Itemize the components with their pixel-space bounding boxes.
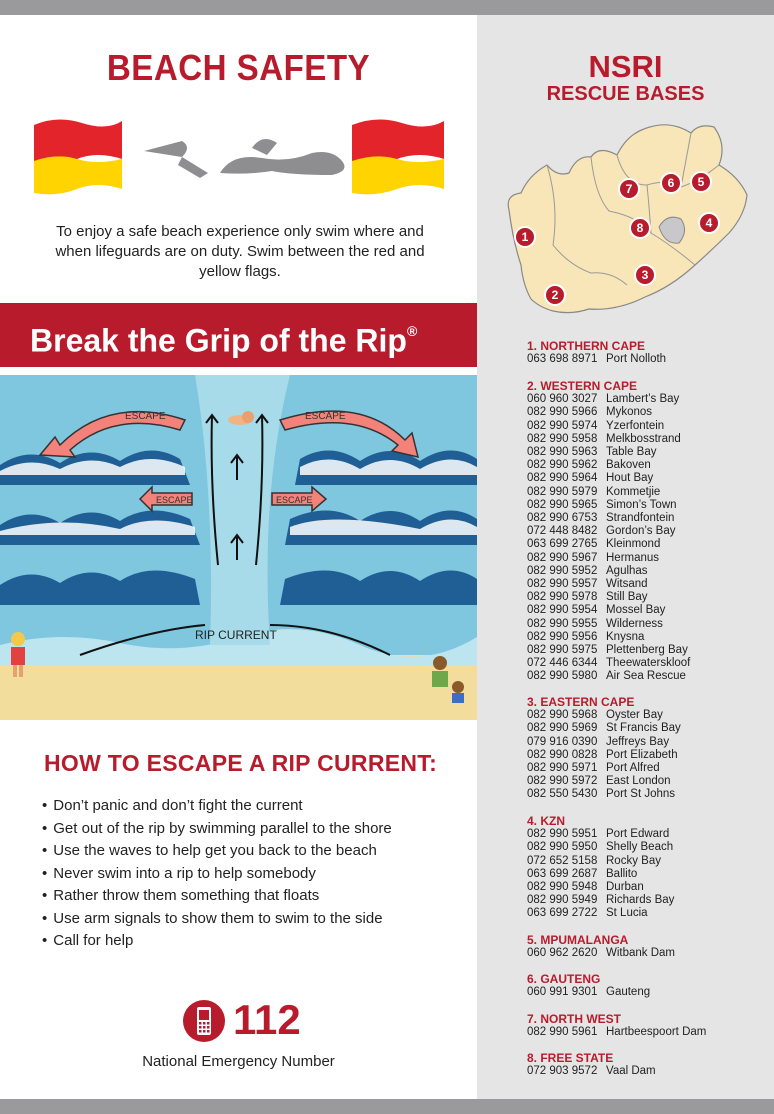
list-item: 082 990 5963 Table Bay xyxy=(527,446,657,459)
list-item: 082 990 5958 Melkbosstrand xyxy=(527,432,681,445)
list-item: 082 990 5964 Hout Bay xyxy=(527,472,654,485)
list-item: 082 990 5978 Still Bay xyxy=(527,591,648,604)
list-item: • Use the waves to help get you back to the beach xyxy=(42,840,462,863)
list-item: 079 916 0390 Jeffreys Bay xyxy=(527,735,670,748)
list-item: 082 990 5949 Richards Bay xyxy=(527,894,675,907)
list-item: 082 990 5952 Agulhas xyxy=(527,564,648,577)
flags-swimmer-graphic xyxy=(32,113,452,203)
list-item: • Use arm signals to show them to swim to the side xyxy=(42,908,462,931)
flag-left-icon xyxy=(34,119,122,194)
map-marker-4 xyxy=(699,213,719,233)
list-item: 082 990 5948 Durban xyxy=(527,881,644,894)
nsri-column xyxy=(477,15,774,1099)
list-item: 072 652 5158 Rocky Bay xyxy=(527,854,661,867)
province-mpumalanga xyxy=(527,934,767,960)
beach-safety-column xyxy=(0,15,477,1099)
province-northern-cape xyxy=(527,340,767,366)
registered-mark: ® xyxy=(406,323,418,339)
list-item: 072 446 6344 Theewaterskloof xyxy=(527,657,691,670)
svg-text:6: 6 xyxy=(667,176,675,190)
svg-text:8: 8 xyxy=(636,221,644,235)
list-item: 082 990 5980 Air Sea Rescue xyxy=(527,670,686,683)
list-item: 082 990 5962 Bakoven xyxy=(527,459,651,472)
map-marker-3 xyxy=(635,265,655,285)
list-item: 082 990 5979 Kommetjie xyxy=(527,485,661,498)
list-item: 060 960 3027 Lambert’s Bay xyxy=(527,393,680,406)
list-item: • Call for help xyxy=(42,930,462,953)
list-item: 082 990 5974 Yzerfontein xyxy=(527,419,665,432)
list-item: 082 990 5965 Simon’s Town xyxy=(527,498,677,511)
svg-text:5: 5 xyxy=(697,175,705,189)
svg-text:7: 7 xyxy=(625,182,633,196)
list-item: 082 990 5951 Port Edward xyxy=(527,828,670,841)
flag-right-icon xyxy=(352,119,444,194)
province-eastern-cape xyxy=(527,696,767,802)
how-to-escape-heading: HOW TO ESCAPE A RIP CURRENT: xyxy=(44,750,438,776)
list-item: • Get out of the rip by swimming parallel to the shore xyxy=(42,818,462,841)
map-marker-7 xyxy=(619,179,639,199)
escape-label-4: ESCAPE xyxy=(276,495,313,505)
province-heading: 6. GAUTENG xyxy=(527,972,601,986)
svg-text:1: 1 xyxy=(521,230,529,244)
list-item: 082 990 6753 Strandfontein xyxy=(527,512,675,525)
list-item: 063 699 2687 Ballito xyxy=(527,867,638,880)
flipper-icon xyxy=(144,141,208,178)
list-item: 082 990 5954 Mossel Bay xyxy=(527,604,666,617)
province-heading: 2. WESTERN CAPE xyxy=(527,379,638,393)
list-item: 082 550 5430 Port St Johns xyxy=(527,788,676,801)
province-western-cape xyxy=(527,380,767,684)
rescue-bases-subtitle: RESCUE BASES xyxy=(546,83,705,105)
svg-text:3: 3 xyxy=(641,268,649,282)
bottom-bar xyxy=(0,1099,774,1114)
list-item: 082 990 0828 Port Elizabeth xyxy=(527,748,678,761)
emergency-number: 112 xyxy=(233,996,301,1043)
list-item: 082 990 5955 Wilderness xyxy=(527,617,663,630)
map-marker-1 xyxy=(515,227,535,247)
list-item: 063 699 2765 Kleinmond xyxy=(527,538,661,551)
intro-text: To enjoy a safe beach experience only swim where and when lifeguards are on duty. Swim between the red and yellow flags. xyxy=(55,223,425,280)
province-kzn xyxy=(527,815,767,921)
top-bar xyxy=(0,0,774,15)
rip-current-label: RIP CURRENT xyxy=(195,628,277,642)
province-heading: 7. NORTH WEST xyxy=(527,1012,622,1026)
list-item: 072 903 9572 Vaal Dam xyxy=(527,1065,656,1078)
list-item: • Don’t panic and don’t fight the current xyxy=(42,795,462,818)
map-marker-8 xyxy=(630,218,650,238)
swimmer-icon xyxy=(220,139,344,175)
list-item: 082 990 5968 Oyster Bay xyxy=(527,709,663,722)
svg-text:4: 4 xyxy=(705,216,713,230)
list-item: 063 698 8971 Port Nolloth xyxy=(527,353,667,366)
rip-current-illustration xyxy=(0,375,477,720)
list-item: 072 448 8482 Gordon’s Bay xyxy=(527,525,676,538)
page-title: BEACH SAFETY xyxy=(106,47,371,88)
rip-banner xyxy=(0,303,477,367)
map-marker-2 xyxy=(545,285,565,305)
province-gauteng xyxy=(527,973,767,999)
list-item: 082 990 5975 Plettenberg Bay xyxy=(527,644,688,657)
province-heading: 1. NORTHERN CAPE xyxy=(527,339,646,353)
escape-label-1: ESCAPE xyxy=(125,411,166,422)
list-item: 082 990 5967 Hermanus xyxy=(527,551,660,564)
map-marker-5 xyxy=(691,172,711,192)
list-item: 060 962 2620 Witbank Dam xyxy=(527,947,676,960)
emergency-label: National Emergency Number xyxy=(142,1053,335,1070)
nsri-title: NSRI xyxy=(588,49,663,84)
phone-icon xyxy=(183,1000,225,1042)
province-heading: 5. MPUMALANGA xyxy=(527,933,629,947)
escape-tips-list xyxy=(42,795,462,953)
province-heading: 4. KZN xyxy=(527,814,566,828)
rip-banner-text: Break the Grip of the Rip xyxy=(30,322,407,359)
list-item: 082 990 5971 Port Alfred xyxy=(527,762,660,775)
list-item: 082 990 5950 Shelly Beach xyxy=(527,841,674,854)
province-north-west xyxy=(527,1013,767,1039)
list-item: • Never swim into a rip to help somebody xyxy=(42,863,462,886)
province-free-state xyxy=(527,1052,767,1078)
emergency-number-block xyxy=(0,996,477,1050)
escape-label-2: ESCAPE xyxy=(305,411,346,422)
list-item: 082 990 5969 St Francis Bay xyxy=(527,722,681,735)
svg-text:2: 2 xyxy=(551,288,559,302)
province-heading: 8. FREE STATE xyxy=(527,1051,614,1065)
list-item: 082 990 5972 East London xyxy=(527,775,671,788)
escape-label-3: ESCAPE xyxy=(156,495,193,505)
map-marker-6 xyxy=(661,173,681,193)
province-heading: 3. EASTERN CAPE xyxy=(527,695,635,709)
south-africa-map xyxy=(499,115,754,325)
list-item: 063 699 2722 St Lucia xyxy=(527,907,648,920)
list-item: 082 990 5956 Knysna xyxy=(527,630,645,643)
list-item: 082 990 5957 Witsand xyxy=(527,578,648,591)
list-item: 060 991 9301 Gauteng xyxy=(527,986,651,999)
list-item: • Rather throw them something that floats xyxy=(42,885,462,908)
list-item: 082 990 5966 Mykonos xyxy=(527,406,653,419)
list-item: 082 990 5961 Hartbeespoort Dam xyxy=(527,1026,707,1039)
